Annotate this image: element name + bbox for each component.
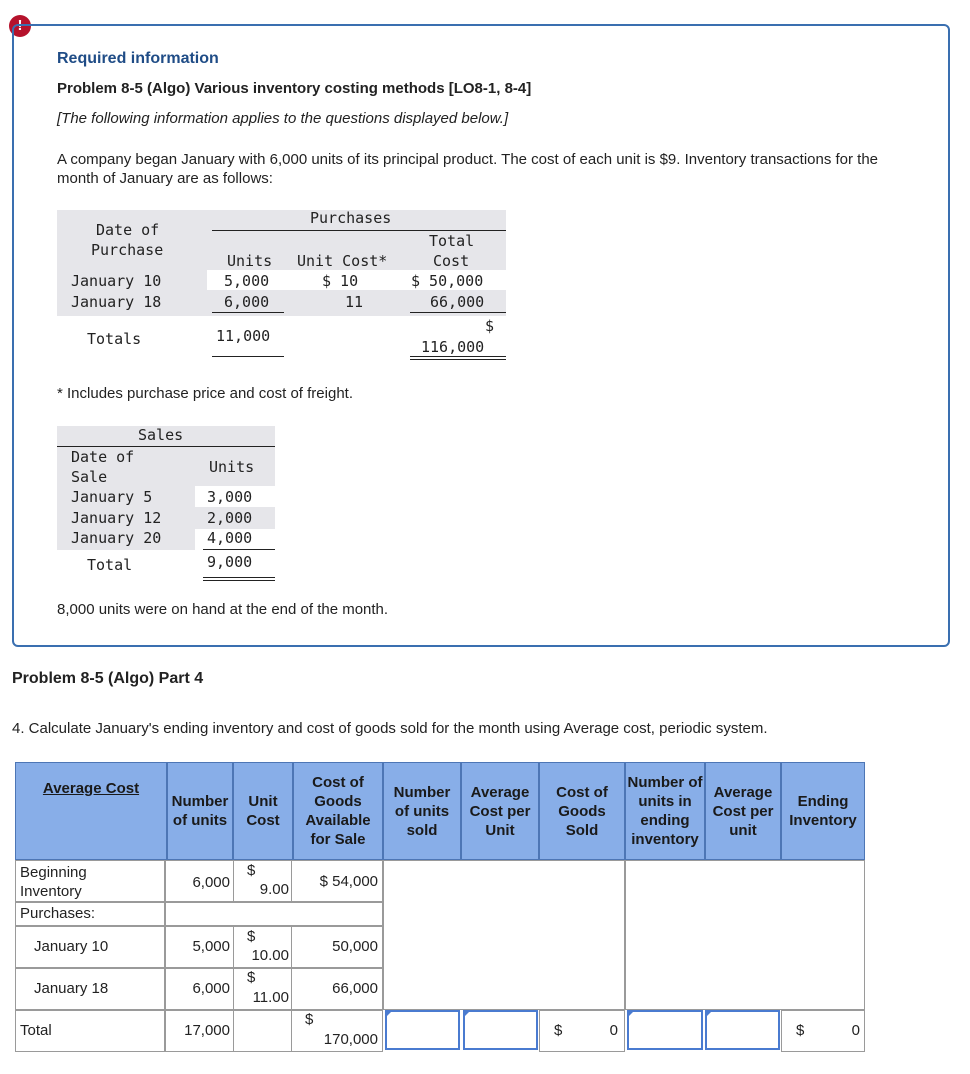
part-title: Problem 8-5 (Algo) Part 4 bbox=[12, 670, 204, 687]
number-ending-header: Number of units in ending inventory bbox=[625, 762, 705, 860]
sale-units: 4,000 bbox=[207, 529, 253, 547]
total-units-sold-input[interactable] bbox=[385, 1010, 460, 1050]
question-text: 4. Calculate January's ending inventory and cost of goods sold for the month using Average cost, periodic system. bbox=[12, 720, 768, 737]
applies-note: [The following information applies to the questions displayed below.] bbox=[57, 110, 509, 127]
ending-units-note: 8,000 units were on hand at the end of the month. bbox=[57, 601, 389, 618]
beginning-unit-cost-cell: $ 9.00 bbox=[233, 860, 293, 902]
jan10-cogas-cell: 50,000 bbox=[291, 926, 383, 968]
jan18-units-cell: 6,000 bbox=[165, 968, 235, 1010]
sales-units-header: Units bbox=[209, 458, 255, 476]
jan18-cogas-cell: 66,000 bbox=[291, 968, 383, 1010]
total-average-per-unit-input[interactable] bbox=[705, 1010, 780, 1050]
jan10-label-cell: January 10 bbox=[15, 926, 165, 968]
ending-section-blank bbox=[625, 860, 865, 1010]
alert-icon: ! bbox=[9, 15, 31, 37]
average-cost-per-unit-header: Average Cost per Unit bbox=[461, 762, 539, 860]
sales-total-label: Total bbox=[87, 556, 133, 574]
purchase-units: 5,000 bbox=[224, 272, 270, 290]
totals-cost: 116,000 bbox=[421, 338, 485, 356]
jan18-unit-cost-cell: $ 11.00 bbox=[233, 968, 293, 1010]
totals-units: 11,000 bbox=[216, 327, 271, 345]
beginning-cogas-cell: $ 54,000 bbox=[291, 860, 383, 902]
purchase-unit-cost: $ 10 bbox=[322, 272, 359, 290]
total-cost-header: Total bbox=[429, 232, 475, 250]
average-per-unit-header: Average Cost per unit bbox=[705, 762, 781, 860]
total-ending-inventory-cell: $ 0 bbox=[781, 1010, 865, 1052]
sale-date: January 5 bbox=[71, 488, 153, 506]
totals-dollar-sign: $ bbox=[485, 317, 495, 335]
total-units-ending-input[interactable] bbox=[627, 1010, 703, 1050]
cogs-section-blank bbox=[383, 860, 625, 1010]
totals-label: Totals bbox=[87, 330, 142, 348]
purchases-group-header: Purchases bbox=[310, 209, 392, 227]
unit-cost-header: Unit Cost bbox=[233, 762, 293, 860]
number-sold-header: Number of units sold bbox=[383, 762, 461, 860]
total-cogs-cell: $ 0 bbox=[539, 1010, 625, 1052]
cost-of-goods-available-header: Cost of Goods Available for Sale bbox=[293, 762, 383, 860]
units-header: Units bbox=[227, 252, 273, 270]
sales-group-header: Sales bbox=[138, 426, 184, 444]
problem-paragraph: A company began January with 6,000 units of its principal product. The cost of each unit is $9. Inventory transactions for the month of January are as follows: bbox=[57, 151, 879, 187]
method-header: Average Cost bbox=[15, 762, 167, 860]
unit-cost-header: Unit Cost* bbox=[297, 252, 388, 270]
sale-units: 3,000 bbox=[207, 488, 253, 506]
sale-date: January 12 bbox=[71, 509, 162, 527]
jan10-unit-cost-cell: $ 10.00 bbox=[233, 926, 293, 968]
total-units-cell: 17,000 bbox=[165, 1010, 235, 1052]
footnote: * Includes purchase price and cost of freight. bbox=[57, 385, 354, 402]
jan18-label-cell: January 18 bbox=[15, 968, 165, 1010]
sales-total-units: 9,000 bbox=[207, 553, 253, 571]
total-cogas-cell: $ 170,000 bbox=[291, 1010, 383, 1052]
date-of-sale-header: Sale bbox=[71, 468, 108, 486]
purchase-date: January 10 bbox=[71, 272, 162, 290]
total-unit-cost-cell bbox=[233, 1010, 293, 1052]
date-of-purchase-header: Date of bbox=[96, 221, 160, 239]
ending-inventory-header: Ending Inventory bbox=[781, 762, 865, 860]
purchase-total-cost: 66,000 bbox=[430, 293, 485, 311]
total-cost-header: Cost bbox=[433, 252, 470, 270]
jan10-units-cell: 5,000 bbox=[165, 926, 235, 968]
purchases-blank-cell bbox=[165, 902, 383, 926]
purchase-date: January 18 bbox=[71, 293, 162, 311]
beginning-label-cell: Beginning Inventory bbox=[15, 860, 165, 902]
required-information-heading: Required information bbox=[57, 50, 219, 67]
total-average-cost-per-unit-input[interactable] bbox=[463, 1010, 538, 1050]
sale-units: 2,000 bbox=[207, 509, 253, 527]
cost-of-goods-sold-header: Cost of Goods Sold bbox=[539, 762, 625, 860]
purchase-unit-cost: 11 bbox=[345, 293, 364, 311]
sale-date: January 20 bbox=[71, 529, 162, 547]
number-of-units-header: Number of units bbox=[167, 762, 233, 860]
beginning-units-cell: 6,000 bbox=[165, 860, 235, 902]
date-of-sale-header: Date of bbox=[71, 448, 135, 466]
problem-title: Problem 8-5 (Algo) Various inventory costing methods [LO8-1, 8-4] bbox=[57, 80, 532, 97]
purchase-units: 6,000 bbox=[224, 293, 270, 311]
date-of-purchase-header: Purchase bbox=[91, 241, 164, 259]
purchase-total-cost: $ 50,000 bbox=[411, 272, 484, 290]
total-label-cell: Total bbox=[15, 1010, 165, 1052]
purchases-label-cell: Purchases: bbox=[15, 902, 165, 926]
